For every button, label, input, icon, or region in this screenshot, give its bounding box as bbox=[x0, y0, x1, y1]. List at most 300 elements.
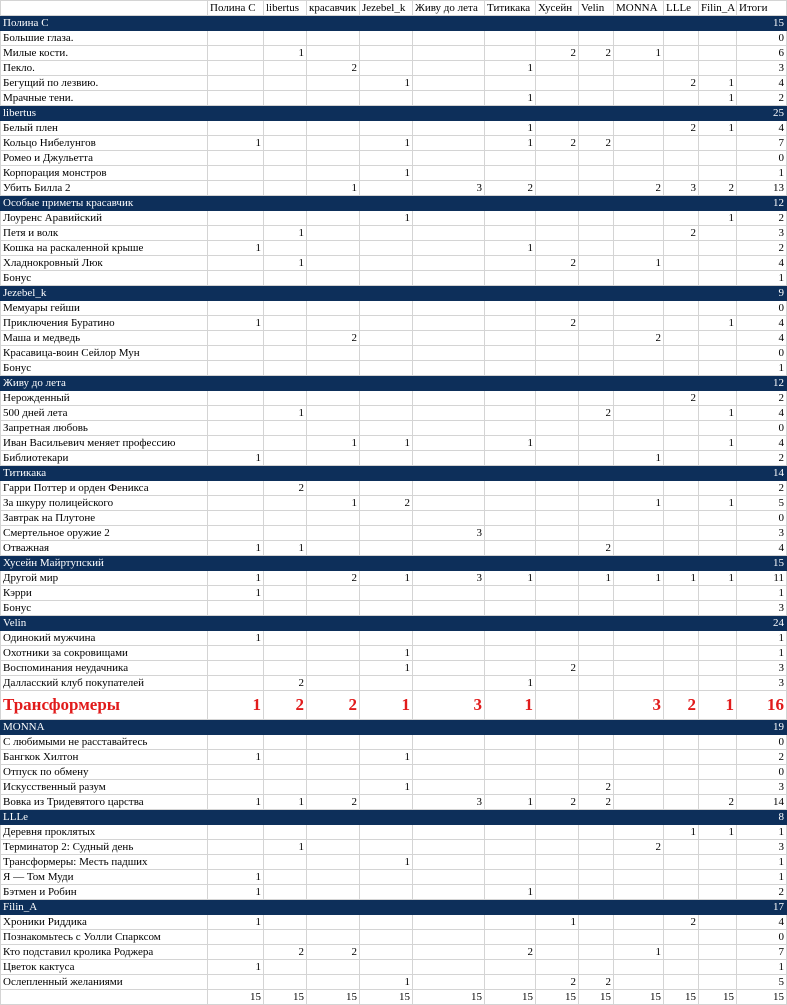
score-cell bbox=[485, 331, 536, 346]
score-cell bbox=[579, 526, 614, 541]
score-cell: 1 bbox=[307, 436, 360, 451]
table-row bbox=[1, 960, 787, 975]
score-cell bbox=[699, 361, 737, 376]
score-cell bbox=[664, 780, 699, 795]
score-cell bbox=[208, 211, 264, 226]
score-cell bbox=[360, 361, 413, 376]
score-cell bbox=[413, 586, 485, 601]
score-cell bbox=[485, 735, 536, 750]
score-cell bbox=[579, 451, 614, 466]
score-cell bbox=[485, 586, 536, 601]
table-row bbox=[1, 571, 787, 586]
score-cell bbox=[536, 436, 579, 451]
score-cell bbox=[264, 586, 307, 601]
row-title: Кошка на раскаленной крыше bbox=[1, 241, 208, 256]
row-title: Бегущий по лезвию. bbox=[1, 76, 208, 91]
score-cell bbox=[485, 960, 536, 975]
row-title: С любимыми не расставайтесь bbox=[1, 735, 208, 750]
table-row bbox=[1, 885, 787, 900]
score-cell: 2 bbox=[264, 481, 307, 496]
table-row bbox=[1, 511, 787, 526]
score-cell bbox=[264, 331, 307, 346]
score-cell bbox=[579, 661, 614, 676]
score-cell bbox=[699, 301, 737, 316]
table-row bbox=[1, 735, 787, 750]
score-cell bbox=[208, 930, 264, 945]
score-cell bbox=[413, 61, 485, 76]
score-cell bbox=[413, 271, 485, 286]
score-cell bbox=[360, 31, 413, 46]
score-cell: 1 bbox=[208, 571, 264, 586]
score-cell bbox=[579, 481, 614, 496]
score-cell: 1 bbox=[307, 181, 360, 196]
score-cell bbox=[699, 541, 737, 556]
score-cell bbox=[536, 601, 579, 616]
score-cell bbox=[664, 481, 699, 496]
score-cell bbox=[614, 211, 664, 226]
score-cell: 2 bbox=[579, 46, 614, 61]
group-total: 8 bbox=[737, 810, 787, 825]
score-cell bbox=[264, 885, 307, 900]
score-cell bbox=[413, 91, 485, 106]
score-cell bbox=[413, 31, 485, 46]
score-cell: 2 bbox=[307, 795, 360, 810]
group-total: 15 bbox=[737, 556, 787, 571]
score-cell bbox=[413, 391, 485, 406]
score-cell bbox=[579, 421, 614, 436]
group-title: Живу до лета bbox=[1, 376, 737, 391]
score-cell bbox=[413, 735, 485, 750]
score-cell bbox=[579, 166, 614, 181]
score-cell bbox=[307, 91, 360, 106]
score-cell bbox=[413, 601, 485, 616]
score-cell bbox=[485, 421, 536, 436]
score-cell bbox=[264, 855, 307, 870]
table-row bbox=[1, 256, 787, 271]
score-cell bbox=[360, 316, 413, 331]
score-cell bbox=[485, 855, 536, 870]
score-cell bbox=[579, 870, 614, 885]
score-cell bbox=[664, 46, 699, 61]
score-cell bbox=[264, 601, 307, 616]
score-cell bbox=[413, 496, 485, 511]
score-cell bbox=[485, 391, 536, 406]
score-cell bbox=[208, 496, 264, 511]
score-cell bbox=[360, 46, 413, 61]
score-cell bbox=[485, 780, 536, 795]
score-cell bbox=[536, 226, 579, 241]
score-cell: 1 bbox=[264, 406, 307, 421]
score-cell bbox=[307, 31, 360, 46]
score-cell bbox=[360, 870, 413, 885]
row-total: 1 bbox=[737, 586, 787, 601]
score-cell bbox=[413, 406, 485, 421]
score-cell bbox=[536, 631, 579, 646]
score-cell: 1 bbox=[208, 750, 264, 765]
score-cell bbox=[413, 211, 485, 226]
row-title: Хроники Риддика bbox=[1, 915, 208, 930]
row-total: 2 bbox=[737, 481, 787, 496]
score-cell bbox=[307, 76, 360, 91]
score-cell bbox=[664, 451, 699, 466]
score-cell bbox=[413, 46, 485, 61]
score-cell bbox=[579, 346, 614, 361]
score-cell bbox=[536, 750, 579, 765]
score-cell: 1 bbox=[264, 226, 307, 241]
row-title: Я — Том Муди bbox=[1, 870, 208, 885]
score-cell bbox=[360, 241, 413, 256]
row-title: Отважная bbox=[1, 541, 208, 556]
score-cell bbox=[264, 735, 307, 750]
score-cell bbox=[664, 795, 699, 810]
score-cell bbox=[614, 870, 664, 885]
score-cell bbox=[614, 31, 664, 46]
score-cell bbox=[699, 31, 737, 46]
score-cell bbox=[413, 436, 485, 451]
score-cell bbox=[536, 181, 579, 196]
score-cell: 2 bbox=[307, 571, 360, 586]
score-cell bbox=[485, 975, 536, 990]
score-cell bbox=[664, 586, 699, 601]
score-cell bbox=[264, 750, 307, 765]
group-total: 12 bbox=[737, 376, 787, 391]
footer-cell: 15 bbox=[208, 990, 264, 1005]
score-cell: 1 bbox=[360, 211, 413, 226]
score-cell bbox=[579, 226, 614, 241]
score-cell: 1 bbox=[485, 795, 536, 810]
score-cell bbox=[579, 181, 614, 196]
score-cell bbox=[485, 541, 536, 556]
score-cell: 1 bbox=[699, 91, 737, 106]
score-cell bbox=[307, 825, 360, 840]
score-cell bbox=[664, 870, 699, 885]
table-row bbox=[1, 331, 787, 346]
score-cell: 1 bbox=[208, 915, 264, 930]
score-cell: 1 bbox=[664, 825, 699, 840]
score-cell bbox=[579, 945, 614, 960]
score-cell bbox=[664, 151, 699, 166]
row-total: 3 bbox=[737, 601, 787, 616]
score-cell: 2 bbox=[360, 496, 413, 511]
row-total: 0 bbox=[737, 511, 787, 526]
score-cell: 1 bbox=[485, 61, 536, 76]
score-cell bbox=[699, 676, 737, 691]
score-cell bbox=[699, 151, 737, 166]
score-cell: 1 bbox=[699, 316, 737, 331]
row-total: 1 bbox=[737, 361, 787, 376]
score-cell bbox=[485, 226, 536, 241]
table-row bbox=[1, 526, 787, 541]
score-cell: 1 bbox=[307, 496, 360, 511]
score-cell: 1 bbox=[208, 241, 264, 256]
score-cell: 1 bbox=[614, 451, 664, 466]
score-cell: 2 bbox=[664, 76, 699, 91]
score-cell bbox=[307, 226, 360, 241]
row-title: Вовка из Тридевятого царства bbox=[1, 795, 208, 810]
row-title: Трансформеры bbox=[1, 691, 208, 720]
score-cell bbox=[536, 481, 579, 496]
score-cell bbox=[614, 301, 664, 316]
score-cell bbox=[614, 601, 664, 616]
score-cell bbox=[413, 915, 485, 930]
score-cell bbox=[264, 915, 307, 930]
score-cell bbox=[264, 166, 307, 181]
score-cell bbox=[664, 960, 699, 975]
table-row bbox=[1, 436, 787, 451]
score-cell bbox=[413, 316, 485, 331]
score-cell bbox=[579, 241, 614, 256]
score-cell bbox=[579, 676, 614, 691]
score-cell bbox=[208, 825, 264, 840]
score-cell bbox=[664, 930, 699, 945]
score-cell bbox=[360, 885, 413, 900]
table-row bbox=[1, 945, 787, 960]
score-cell bbox=[579, 436, 614, 451]
score-cell bbox=[485, 406, 536, 421]
score-cell bbox=[307, 975, 360, 990]
score-cell bbox=[413, 541, 485, 556]
score-cell bbox=[614, 780, 664, 795]
score-cell bbox=[536, 496, 579, 511]
score-cell: 1 bbox=[264, 840, 307, 855]
row-total: 4 bbox=[737, 76, 787, 91]
column-header: Filin_A bbox=[699, 1, 737, 16]
column-header: MONNA bbox=[614, 1, 664, 16]
score-cell: 2 bbox=[264, 691, 307, 720]
score-cell bbox=[208, 346, 264, 361]
score-cell bbox=[264, 91, 307, 106]
score-cell bbox=[413, 930, 485, 945]
score-cell bbox=[614, 226, 664, 241]
score-cell bbox=[360, 586, 413, 601]
score-cell bbox=[485, 526, 536, 541]
group-total: 24 bbox=[737, 616, 787, 631]
row-total: 3 bbox=[737, 661, 787, 676]
table-row bbox=[1, 46, 787, 61]
score-cell bbox=[360, 121, 413, 136]
score-cell bbox=[536, 331, 579, 346]
row-total: 1 bbox=[737, 960, 787, 975]
score-cell bbox=[264, 496, 307, 511]
score-cell: 3 bbox=[614, 691, 664, 720]
row-title: Милые кости. bbox=[1, 46, 208, 61]
score-cell bbox=[264, 241, 307, 256]
row-title: Бэтмен и Робин bbox=[1, 885, 208, 900]
score-cell bbox=[579, 825, 614, 840]
row-title: Кто подставил кролика Роджера bbox=[1, 945, 208, 960]
score-cell bbox=[614, 436, 664, 451]
score-cell bbox=[536, 780, 579, 795]
table-row bbox=[1, 631, 787, 646]
score-cell bbox=[536, 166, 579, 181]
score-cell bbox=[614, 526, 664, 541]
score-cell: 1 bbox=[208, 451, 264, 466]
score-cell bbox=[208, 301, 264, 316]
score-cell bbox=[208, 661, 264, 676]
score-cell: 1 bbox=[614, 496, 664, 511]
score-cell bbox=[699, 870, 737, 885]
score-cell bbox=[579, 91, 614, 106]
score-cell bbox=[264, 316, 307, 331]
score-cell bbox=[664, 541, 699, 556]
row-title: Завтрак на Плутоне bbox=[1, 511, 208, 526]
score-cell: 2 bbox=[664, 691, 699, 720]
score-cell: 1 bbox=[360, 166, 413, 181]
score-cell bbox=[536, 541, 579, 556]
score-cell bbox=[360, 61, 413, 76]
score-cell bbox=[536, 840, 579, 855]
score-cell: 1 bbox=[208, 885, 264, 900]
row-total: 0 bbox=[737, 735, 787, 750]
score-cell: 2 bbox=[485, 181, 536, 196]
score-cell bbox=[699, 391, 737, 406]
score-cell bbox=[307, 780, 360, 795]
score-cell bbox=[699, 960, 737, 975]
group-title: libertus bbox=[1, 106, 737, 121]
score-cell: 1 bbox=[360, 750, 413, 765]
score-cell bbox=[536, 391, 579, 406]
score-cell: 1 bbox=[360, 571, 413, 586]
score-cell bbox=[360, 256, 413, 271]
score-cell bbox=[699, 945, 737, 960]
score-cell bbox=[699, 601, 737, 616]
score-cell bbox=[536, 31, 579, 46]
score-cell bbox=[536, 361, 579, 376]
row-title: Ослепленный желаниями bbox=[1, 975, 208, 990]
score-cell bbox=[614, 481, 664, 496]
score-cell bbox=[413, 241, 485, 256]
table-row bbox=[1, 316, 787, 331]
footer-cell: 15 bbox=[579, 990, 614, 1005]
group-total: 19 bbox=[737, 720, 787, 735]
row-title: Мрачные тени. bbox=[1, 91, 208, 106]
score-cell bbox=[664, 735, 699, 750]
score-cell bbox=[264, 631, 307, 646]
group-title: MONNA bbox=[1, 720, 737, 735]
score-cell bbox=[485, 765, 536, 780]
table-row bbox=[1, 181, 787, 196]
score-cell bbox=[413, 346, 485, 361]
row-total: 0 bbox=[737, 930, 787, 945]
table-row bbox=[1, 346, 787, 361]
table-row bbox=[1, 166, 787, 181]
row-title: 500 дней лета bbox=[1, 406, 208, 421]
score-cell bbox=[307, 451, 360, 466]
score-cell bbox=[579, 601, 614, 616]
group-header bbox=[1, 556, 787, 571]
score-cell bbox=[360, 511, 413, 526]
score-cell bbox=[699, 166, 737, 181]
score-cell bbox=[307, 855, 360, 870]
column-header: Живу до лета bbox=[413, 1, 485, 16]
score-cell: 1 bbox=[699, 76, 737, 91]
score-cell bbox=[208, 31, 264, 46]
score-cell: 1 bbox=[699, 825, 737, 840]
column-header: Velin bbox=[579, 1, 614, 16]
score-cell bbox=[699, 631, 737, 646]
score-cell: 1 bbox=[360, 855, 413, 870]
score-cell bbox=[699, 136, 737, 151]
score-cell bbox=[579, 930, 614, 945]
row-title: Бонус bbox=[1, 361, 208, 376]
score-cell bbox=[208, 526, 264, 541]
row-title: Цветок кактуса bbox=[1, 960, 208, 975]
score-cell: 1 bbox=[485, 91, 536, 106]
score-cell bbox=[664, 601, 699, 616]
group-title: Хусейн Майртупский bbox=[1, 556, 737, 571]
score-cell bbox=[664, 750, 699, 765]
score-cell bbox=[360, 825, 413, 840]
row-title: Белый плен bbox=[1, 121, 208, 136]
score-cell bbox=[485, 750, 536, 765]
footer-cell: 15 bbox=[485, 990, 536, 1005]
row-total: 0 bbox=[737, 421, 787, 436]
score-cell: 1 bbox=[208, 586, 264, 601]
score-cell bbox=[485, 211, 536, 226]
score-cell: 2 bbox=[579, 780, 614, 795]
row-title: Корпорация монстров bbox=[1, 166, 208, 181]
row-total: 0 bbox=[737, 31, 787, 46]
score-cell bbox=[360, 840, 413, 855]
group-total: 9 bbox=[737, 286, 787, 301]
score-cell: 3 bbox=[413, 795, 485, 810]
row-title: Деревня проклятых bbox=[1, 825, 208, 840]
score-cell bbox=[579, 211, 614, 226]
row-title: Красавица-воин Сейлор Мун bbox=[1, 346, 208, 361]
footer-cell: 15 bbox=[664, 990, 699, 1005]
table-row bbox=[1, 975, 787, 990]
score-cell: 2 bbox=[579, 541, 614, 556]
score-cell bbox=[360, 271, 413, 286]
score-cell bbox=[485, 316, 536, 331]
score-cell bbox=[536, 61, 579, 76]
row-total: 1 bbox=[737, 631, 787, 646]
score-cell: 2 bbox=[536, 795, 579, 810]
score-cell bbox=[614, 406, 664, 421]
score-cell bbox=[208, 61, 264, 76]
row-total: 2 bbox=[737, 211, 787, 226]
row-title: Большие глаза. bbox=[1, 31, 208, 46]
score-cell: 2 bbox=[579, 136, 614, 151]
score-cell bbox=[614, 541, 664, 556]
row-title: Бонус bbox=[1, 601, 208, 616]
score-cell: 2 bbox=[579, 406, 614, 421]
row-title: Мемуары гейши bbox=[1, 301, 208, 316]
score-cell bbox=[614, 735, 664, 750]
score-cell: 2 bbox=[664, 391, 699, 406]
score-cell bbox=[579, 31, 614, 46]
score-cell bbox=[664, 31, 699, 46]
score-cell bbox=[264, 121, 307, 136]
row-total: 7 bbox=[737, 945, 787, 960]
score-cell bbox=[360, 526, 413, 541]
row-title: Библиотекари bbox=[1, 451, 208, 466]
score-cell bbox=[307, 541, 360, 556]
score-cell bbox=[579, 855, 614, 870]
score-cell bbox=[360, 960, 413, 975]
score-cell bbox=[614, 391, 664, 406]
score-cell bbox=[614, 136, 664, 151]
row-title: Бонус bbox=[1, 271, 208, 286]
score-cell: 1 bbox=[699, 436, 737, 451]
score-cell bbox=[614, 76, 664, 91]
row-total: 2 bbox=[737, 391, 787, 406]
score-cell bbox=[485, 496, 536, 511]
footer-cell: 15 bbox=[360, 990, 413, 1005]
score-cell: 3 bbox=[413, 571, 485, 586]
score-cell bbox=[664, 511, 699, 526]
score-cell bbox=[208, 406, 264, 421]
